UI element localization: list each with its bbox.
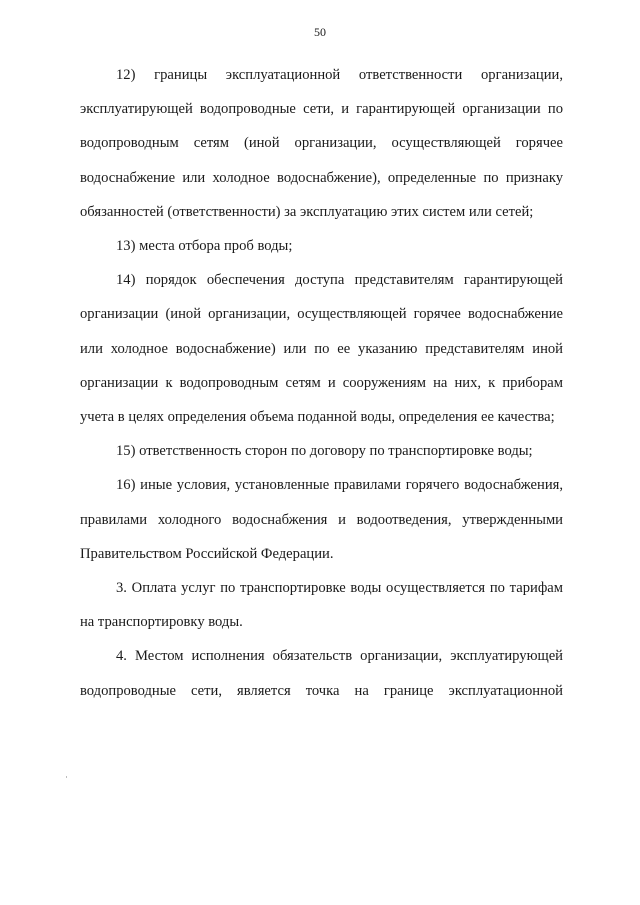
- page-number: 50: [314, 25, 326, 39]
- paragraph-item-12: 12) границы эксплуатационной ответственности организации, эксплуатирующей водопроводные сети, и гарантирующей организации по водопроводным сетям (иной организации, осуществляющей горячее водоснабжение или холодное водоснабжение), определенные по признаку обязанностей (ответственности) за эксплуатацию этих систем или сетей;: [80, 67, 563, 220]
- paragraph-clause-3: 3. Оплата услуг по транспортировке воды осуществляется по тарифам на транспортировку воды.: [80, 580, 563, 631]
- paragraph-clause-4: 4. Местом исполнения обязательств организации, эксплуатирующей водопроводные сети, является точка на границе эксплуатационной: [80, 648, 563, 699]
- paragraph-item-14: 14) порядок обеспечения доступа представителям гарантирующей организации (иной организации, осуществляющей горячее водоснабжение или холодное водоснабжение) или по ее указанию представителям иной организации к водопроводным сетям и сооружениям на них, к приборам учета в целях определения объема поданной воды, определения ее качества;: [80, 272, 563, 426]
- paragraph-item-15: 15) ответственность сторон по договору по транспортировке воды;: [116, 443, 533, 460]
- document-body: [80, 58, 563, 708]
- paragraph-item-13: 13) места отбора проб воды;: [116, 238, 293, 255]
- paragraph-item-16: 16) иные условия, установленные правилами горячего водоснабжения, правилами холодного водоснабжения и водоотведения, утвержденными Правительством Российской Федерации.: [80, 477, 563, 562]
- scan-artifact: [66, 776, 67, 778]
